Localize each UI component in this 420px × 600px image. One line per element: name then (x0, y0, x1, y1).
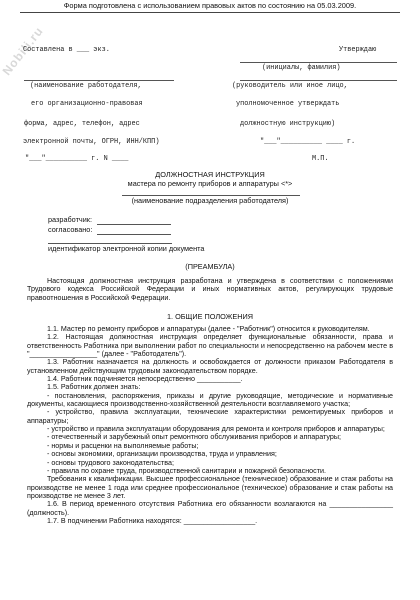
doc-title: ДОЛЖНОСТНАЯ ИНСТРУКЦИЯ (155, 170, 265, 179)
head-line (240, 80, 397, 81)
employer-name-caption: (наименование работодателя, (30, 82, 142, 90)
form-source-note: Форма подготовлена с использованием правовых актов по состоянию на 05.03.2009. (63, 1, 357, 10)
employer-name-line (24, 80, 174, 81)
section1-body (27, 325, 393, 525)
initials-line (240, 62, 397, 63)
agreed-label: согласовано: (48, 225, 93, 234)
doc-date-number: "___"__________ г. N ____ (25, 155, 129, 163)
paragraph-1-6: 1.6. В период временного отсутствия Работника его обязанности возлагаются на ________________ (должность). (27, 500, 393, 517)
qualification-requirements: Требования к квалификации. Высшее профессиональное (техническое) образование и стаж работы на производстве не менее 1 года или среднее профессиональное (техническое) образование и стаж работы на производстве не менее 3 лет. (27, 475, 393, 500)
preamble-text (27, 277, 393, 302)
instruction-caption: должностную инструкцию) (240, 120, 336, 128)
knowledge-item: - устройство и правила эксплуатации оборудования для ремонта и контроля приборов и аппаратуры; (47, 425, 385, 434)
approval-date: "___"__________ ____ г. (260, 138, 356, 146)
knowledge-item: - нормы и расценки на выполняемые работы; (47, 441, 199, 450)
knowledge-item: - постановления, распоряжения, приказы и другие руководящие, методические и нормативные документы, касающиеся производственно-хозяйственной деятельности возглавляемого участка; (27, 391, 393, 409)
knowledge-item: - правила по охране труда, производственной санитарии и пожарной безопасности. (47, 466, 326, 475)
doc-subtitle: мастера по ремонту приборов и аппаратуры <*> (127, 179, 293, 188)
paragraph-1-5: 1.5. Работник должен знать: (47, 383, 141, 392)
authorized-caption: уполномоченное утверждать (236, 100, 340, 108)
dept-caption: (наименование подразделения работодателя) (131, 196, 289, 205)
paragraph-1-2: 1.2. Настоящая должностная инструкция определяет функциональные обязанности, права и ответственность Работника при выполнении работ по специальности и непосредственно на рабочем месте в "_________________" (далее - "Работодатель"). (27, 333, 393, 359)
paragraph-1-7: 1.7. В подчинении Работника находятся: __________________. (47, 516, 258, 525)
header-divider (20, 12, 400, 13)
address-caption: форма, адрес, телефон, адрес (24, 120, 140, 128)
developer-label: разработчик: (48, 215, 93, 224)
agreed-line (97, 234, 171, 235)
knowledge-item: - отечественный и зарубежный опыт ремонтного обслуживания приборов и аппаратуры; (47, 433, 341, 442)
paragraph-1-3: 1.3. Работник назначается на должность и освобождается от должности приказом Работодателя в установленном действующим трудовым законодательством порядке. (27, 358, 393, 375)
paragraph-1-4: 1.4. Работник подчиняется непосредственно ___________. (47, 375, 243, 384)
initials-caption: (инициалы, фамилия) (262, 64, 341, 72)
watermark-logo: Nobili.ru (0, 23, 47, 79)
email-caption: электронной почты, ОГРН, ИНН/КПП) (23, 138, 160, 146)
head-caption: (руководитель или иное лицо, (232, 82, 348, 90)
preamble-paragraph: Настоящая должностная инструкция разработана и утверждена в соответствии с положениями Трудового кодекса Российской Федерации и иных нормативных актов, регулирующих трудовые правоотношения в Российской Федерации. (27, 277, 393, 302)
approved-label: Утверждаю (339, 46, 377, 54)
org-form-caption: его организационно-правовая (31, 100, 143, 108)
knowledge-item: - устройство, правила эксплуатации, технические характеристики ремонтируемых приборов и аппаратуры; (27, 408, 393, 425)
knowledge-item: - основы трудового законодательства; (47, 458, 174, 467)
section1-heading: 1. ОБЩИЕ ПОЛОЖЕНИЯ (166, 312, 254, 321)
preamble-heading: (ПРЕАМБУЛА) (185, 262, 235, 271)
knowledge-item: - основы экономики, организации производства, труда и управления; (47, 450, 277, 459)
stamp-place: М.П. (312, 155, 329, 163)
copies-count: Составлена в ___ экз. (23, 46, 110, 54)
paragraph-1-1: 1.1. Мастер по ремонту приборов и аппаратуры (далее - "Работник") относится к руководителям. (47, 325, 370, 333)
identifier-caption: идентификатор электронной копии документа (48, 244, 205, 253)
developer-line (97, 224, 171, 225)
